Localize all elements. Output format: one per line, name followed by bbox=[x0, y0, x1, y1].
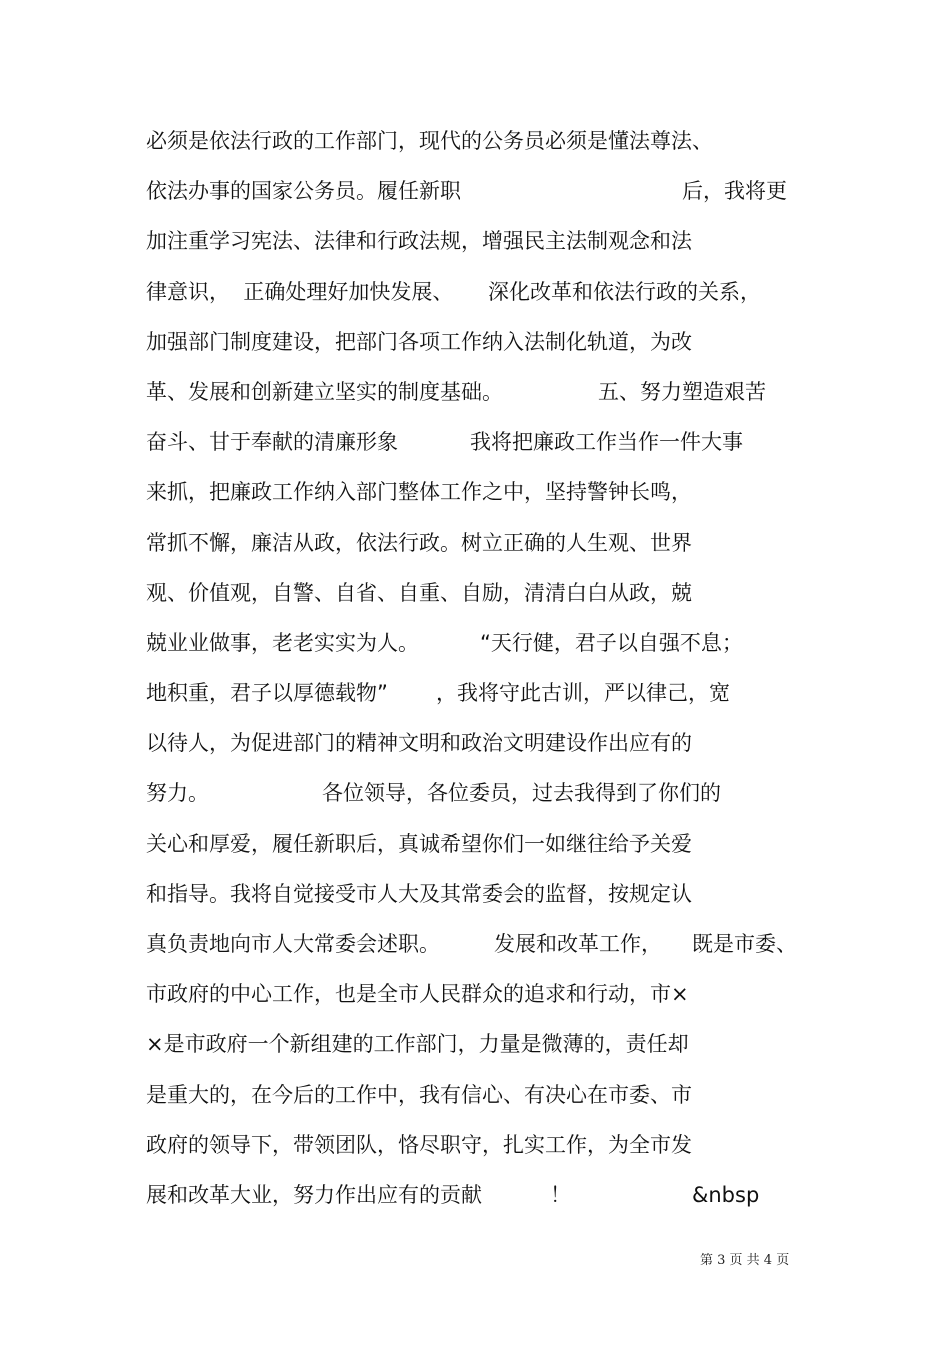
text-segment: 展和改革大业，努力作出应有的贡献 bbox=[146, 1182, 482, 1207]
text-segment: 政府的领导下，带领团队，恪尽职守，扎实工作，为全市发 bbox=[146, 1132, 692, 1157]
text-segment: ，我将守此古训，严以律己，宽 bbox=[436, 681, 730, 706]
text-line bbox=[146, 216, 836, 266]
text-segment: 市政府的中心工作，也是全市人民群众的追求和行动，市× bbox=[146, 982, 689, 1007]
text-segment: 后，我将更 bbox=[682, 179, 787, 204]
text-segment: 深化改革和依法行政的关系， bbox=[488, 279, 761, 304]
text-segment: ！ bbox=[550, 1182, 571, 1207]
text-segment: 是重大的，在今后的工作中，我有信心、有决心在市委、市 bbox=[146, 1082, 692, 1107]
text-line bbox=[146, 718, 836, 768]
text-line bbox=[146, 367, 836, 417]
text-line bbox=[146, 668, 836, 718]
text-line bbox=[146, 317, 836, 367]
text-line bbox=[146, 267, 836, 317]
text-segment: 革、发展和创新建立坚实的制度基础。 bbox=[146, 379, 503, 404]
text-segment: “天行健，君子以自强不息； bbox=[480, 630, 743, 655]
text-line bbox=[146, 969, 836, 1019]
text-line bbox=[146, 819, 836, 869]
text-line bbox=[146, 1019, 836, 1069]
text-line bbox=[146, 1170, 836, 1220]
body-text bbox=[146, 116, 836, 1220]
text-segment: 加强部门制度建设，把部门各项工作纳入法制化轨道，为改 bbox=[146, 329, 692, 354]
text-segment: 以待人，为促进部门的精神文明和政治文明建设作出应有的 bbox=[146, 731, 692, 756]
text-segment: 常抓不懈，廉洁从政，依法行政。树立正确的人生观、世界 bbox=[146, 530, 692, 555]
text-segment: 发展和改革工作， bbox=[494, 932, 662, 956]
text-segment: 地积重，君子以厚德载物” bbox=[146, 681, 388, 706]
text-line bbox=[146, 869, 836, 919]
text-line bbox=[146, 467, 836, 517]
text-segment: 我将把廉政工作当作一件大事 bbox=[470, 430, 743, 455]
text-segment: 奋斗、甘于奉献的清廉形象 bbox=[146, 430, 398, 455]
text-line bbox=[146, 618, 836, 668]
text-segment: 加注重学习宪法、法律和行政法规，增强民主法制观念和法 bbox=[146, 229, 692, 254]
text-segment: 各位领导，各位委员，过去我得到了你们的 bbox=[322, 781, 721, 806]
text-line bbox=[146, 417, 836, 467]
text-segment: 必须是依法行政的工作部门，现代的公务员必须是懂法尊法、 bbox=[146, 129, 713, 153]
text-segment: 律意识， 正确处理好加快发展、 bbox=[146, 279, 454, 304]
text-line bbox=[146, 568, 836, 618]
text-segment: 关心和厚爱，履任新职后，真诚希望你们一如继往给予关爱 bbox=[146, 831, 692, 856]
text-segment: 观、价值观，自警、自省、自重、自励，清清白白从政，兢 bbox=[146, 580, 692, 605]
text-segment: 和指导。我将自觉接受市人大及其常委会的监督，按规定认 bbox=[146, 881, 692, 906]
text-line bbox=[146, 116, 836, 166]
text-segment: 兢业业做事，老老实实为人。 bbox=[146, 630, 419, 655]
text-segment: 既是市委、 bbox=[692, 932, 797, 956]
text-segment: 依法办事的国家公务员。履任新职 bbox=[146, 179, 461, 204]
text-line bbox=[146, 919, 836, 969]
text-line bbox=[146, 518, 836, 568]
text-segment: ×是市政府一个新组建的工作部门，力量是微薄的，责任却 bbox=[146, 1032, 689, 1057]
text-line bbox=[146, 1070, 836, 1120]
page-footer: 第 3 页 共 4 页 bbox=[700, 1253, 790, 1268]
text-segment: 五、努力塑造艰苦 bbox=[598, 379, 766, 404]
text-segment: &nbsp bbox=[692, 1182, 760, 1207]
text-line bbox=[146, 166, 836, 216]
text-segment: 真负责地向市人大常委会述职。 bbox=[146, 932, 440, 956]
text-line bbox=[146, 1120, 836, 1170]
text-segment: 努力。 bbox=[146, 781, 209, 806]
text-line bbox=[146, 768, 836, 818]
text-segment: 来抓，把廉政工作纳入部门整体工作之中，坚持警钟长鸣， bbox=[146, 480, 692, 505]
